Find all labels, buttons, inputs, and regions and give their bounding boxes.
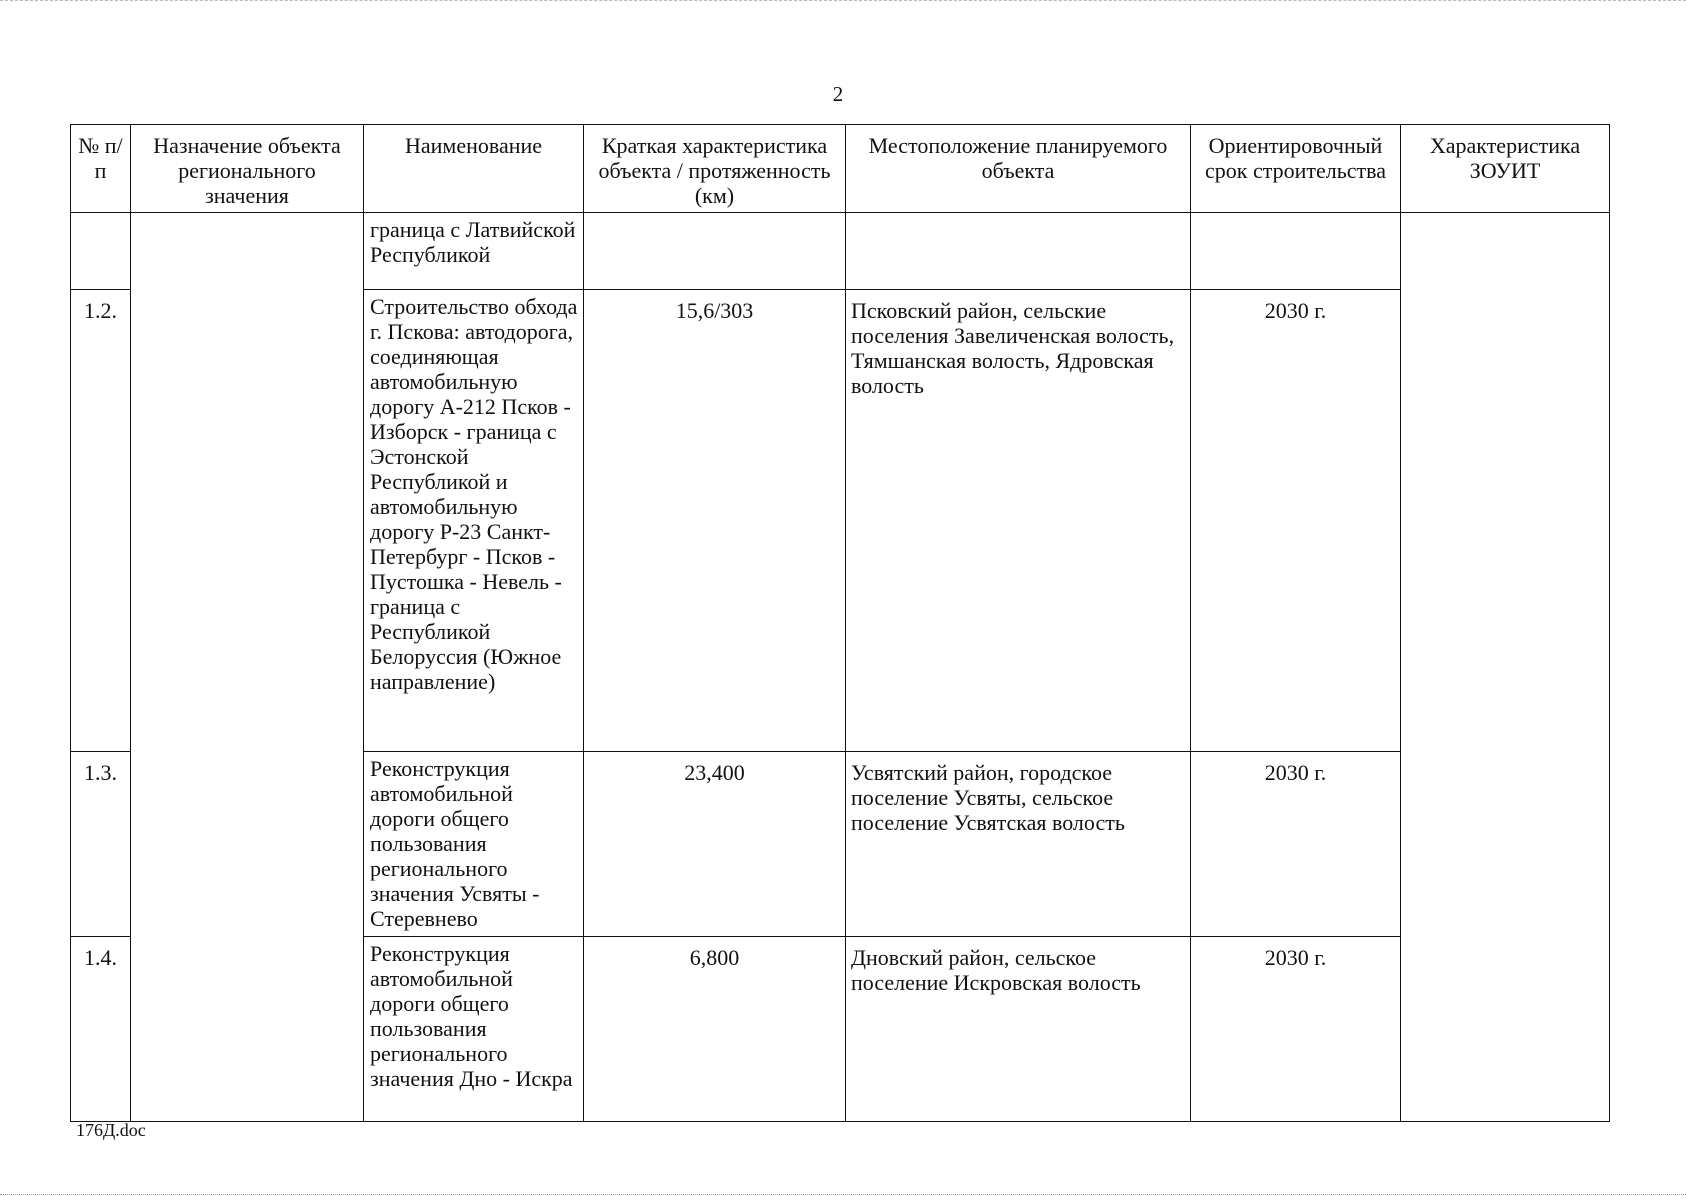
cell-name: Строительство обхода г. Пскова: автодорога, соединяющая автомобильную дорогу А-212 Псков - Изборск - граница с Эстонской Республикой и автомобильную дорогу Р-23 Санкт-Петербург - Псков - Пустошка - Невель - граница с Республикой Белоруссия (Южное направление) [364,290,584,752]
table-row [71,213,1610,290]
cell-term: 2030 г. [1191,290,1401,752]
header-term: Ориентировочный срок строительства [1191,125,1401,213]
cell-characteristic [584,213,846,290]
cell-num: 1.4. [71,937,131,1122]
cell-location: Псковский район, сельские поселения Завеличенская волость, Тямшанская волость, Ядровская волость [846,290,1191,752]
footer-filename: 176Д.doc [76,1120,146,1140]
header-zouit: Характеристика ЗОУИТ [1401,125,1610,213]
page-number: 2 [832,82,844,106]
cell-name: Реконструкция автомобильной дороги общего пользования регионального значения Дно - Искра [364,937,584,1122]
table-header-row [71,125,1610,213]
cell-num: 1.2. [71,290,131,752]
scan-edge-bottom [0,1194,1686,1195]
header-location: Местоположение планируемого объекта [846,125,1191,213]
cell-term [1191,213,1401,290]
cell-location: Дновский район, сельское поселение Искровская волость [846,937,1191,1122]
cell-num: 1.3. [71,752,131,937]
scan-edge-top [0,0,1686,1]
cell-zouit-merged [1401,213,1610,1122]
cell-characteristic: 6,800 [584,937,846,1122]
cell-location: Усвятский район, городское поселение Усвяты, сельское поселение Усвятская волость [846,752,1191,937]
cell-characteristic: 23,400 [584,752,846,937]
cell-num [71,213,131,290]
cell-term: 2030 г. [1191,937,1401,1122]
header-purpose: Назначение объекта регионального значения [131,125,364,213]
cell-characteristic: 15,6/303 [584,290,846,752]
cell-purpose-merged [131,213,364,1122]
header-num: № п/п [71,125,131,213]
header-name: Наименование [364,125,584,213]
cell-name: граница с Латвийской Республикой [364,213,584,290]
objects-table [70,124,1610,1122]
cell-location [846,213,1191,290]
header-characteristic: Краткая характеристика объекта / протяженность (км) [584,125,846,213]
cell-name: Реконструкция автомобильной дороги общего пользования регионального значения Усвяты - Стеревнево [364,752,584,937]
cell-term: 2030 г. [1191,752,1401,937]
